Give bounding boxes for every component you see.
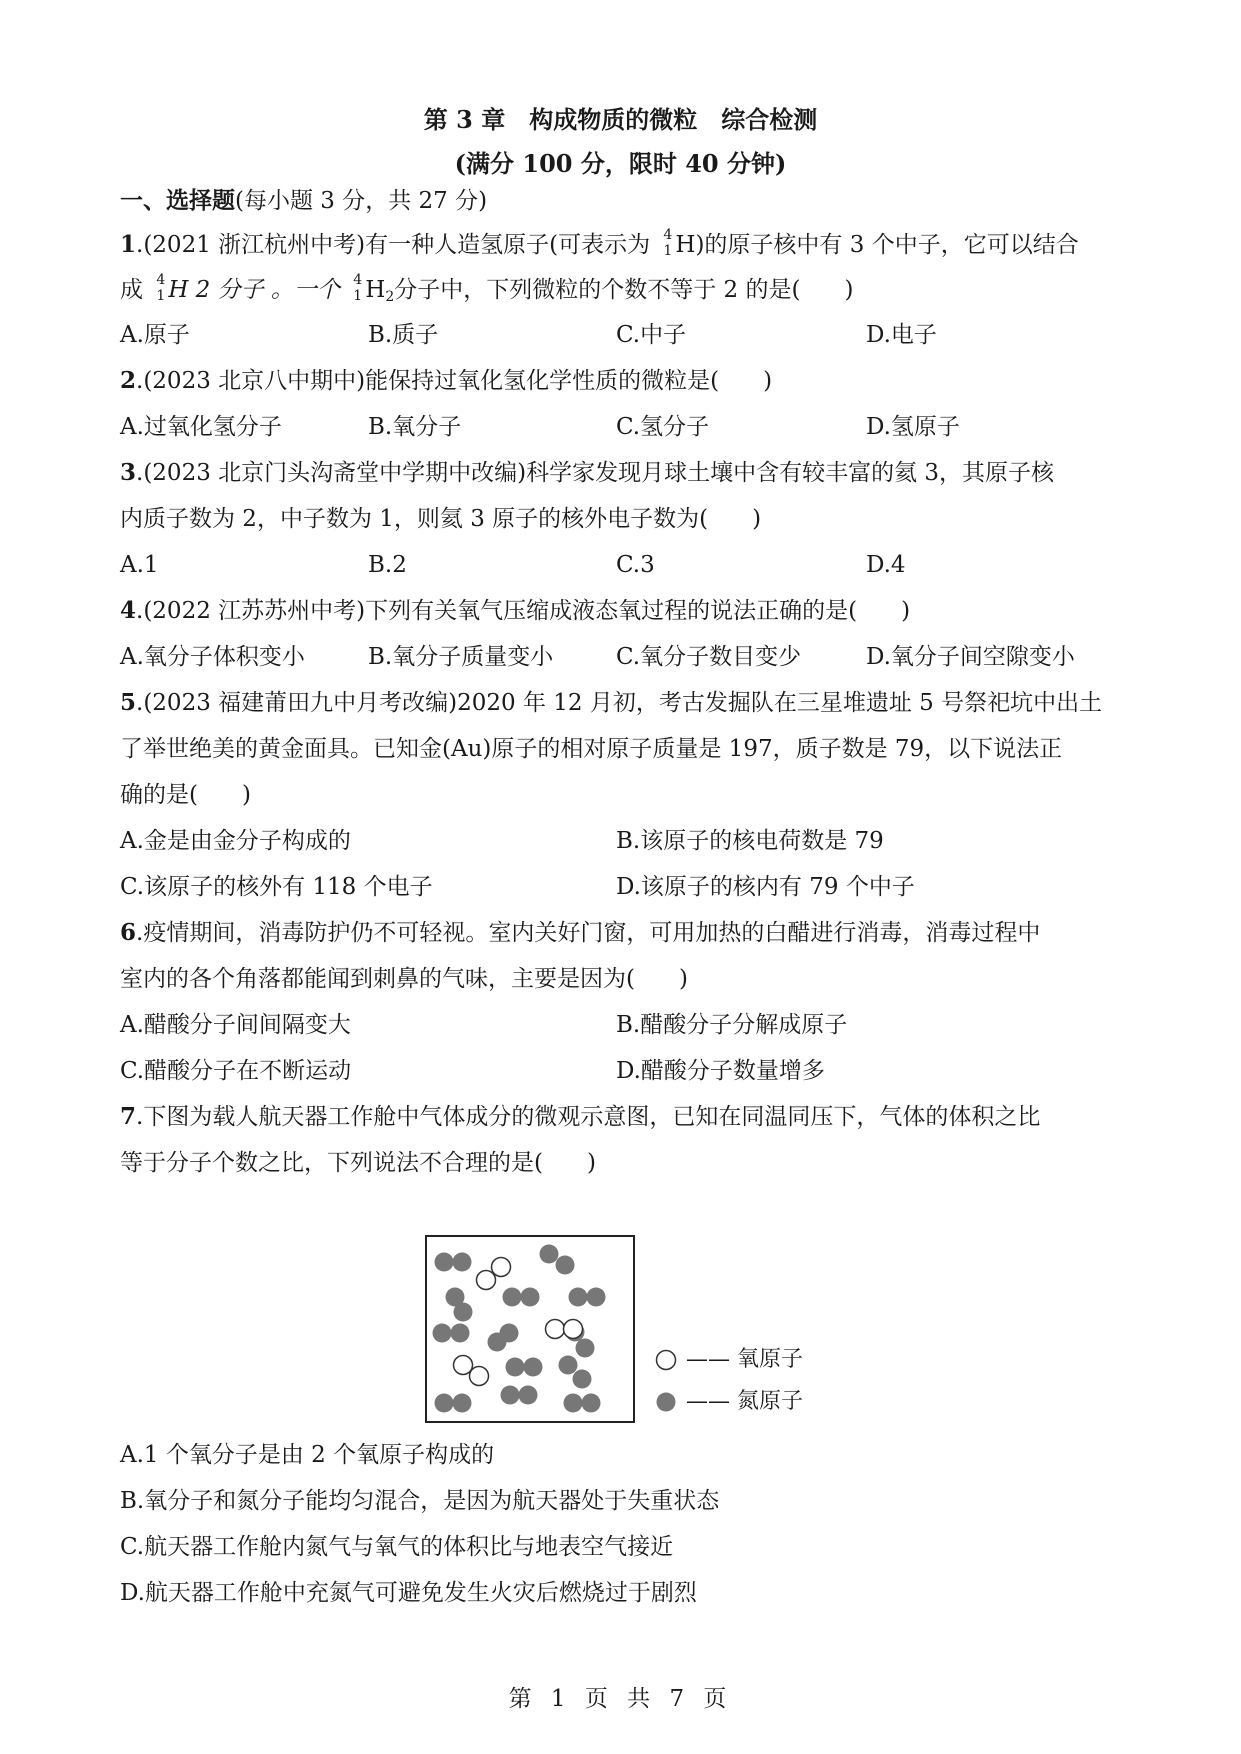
q3-number: 3 [120,459,137,486]
q5-text-3: 确的是( [120,782,198,808]
q2-close-paren: ) [763,368,773,394]
q1-option-c: C.中子 [616,322,687,348]
section-note: (每小题 3 分，共 27 分) [235,188,488,214]
q3-option-b: B.2 [368,552,407,578]
q1-number: 1 [120,231,137,258]
q5-option-d: D.该原子的核内有 79 个中子 [616,874,915,900]
q4-close-paren: ) [901,598,911,624]
q7-text-2: 等于分子个数之比，下列说法不合理的是( [120,1150,543,1176]
q4-option-c: C.氧分子数目变少 [616,644,802,670]
q6-close-paren: ) [678,966,688,992]
q1-option-a: A.原子 [120,322,190,348]
oxygen-legend-icon [654,1348,678,1372]
q5-text-1: .(2023 福建莆田九中月考改编)2020 年 12 月初，考古发掘队在三星堆遗址 5 号祭祀坑中出土 [136,690,1103,716]
q5-option-a: A.金是由金分子构成的 [120,828,351,854]
q5-number: 5 [120,689,137,716]
q7-number: 7 [120,1103,137,1130]
q3-option-a: A.1 [120,552,159,578]
q2-option-a: A.过氧化氢分子 [120,414,282,440]
q2-number: 2 [120,367,137,394]
q2-line1 [120,366,772,396]
q7-option-a: A.1 个氧分子是由 2 个氧原子构成的 [120,1442,495,1468]
nitrogen-legend-icon [654,1390,678,1414]
q1-h: H [365,277,386,303]
q4-line1 [120,596,910,626]
isotope-number: 1 [156,288,166,304]
q4-option-d: D.氧分子间空隙变小 [866,644,1075,670]
q3-option-d: D.4 [866,552,906,578]
q7-line1 [120,1102,1040,1132]
q4-option-b: B.氧分子质量变小 [368,644,554,670]
q3-close-paren: ) [752,506,762,532]
q6-line1 [120,918,1040,948]
q1-isotope-3 [347,272,365,305]
q1-text-italic: H 2 分子 。一个 [168,277,348,303]
isotope-mass: 4 [156,272,166,288]
q1-h-subscript: 2 [385,289,395,305]
nitrogen-legend-label: —— 氮原子 [686,1389,803,1414]
q2-option-d: D.氢原子 [866,414,960,440]
q1-line2 [120,272,854,312]
molecule-diagram [425,1235,635,1423]
q6-number: 6 [120,919,137,946]
q1-isotope [657,227,675,260]
q7-text-1: .下图为载人航天器工作舱中气体成分的微观示意图，已知在同温同压下，气体的体积之比 [136,1104,1041,1130]
q5-line3 [120,780,251,810]
q1-text-d: 分子中，下列微粒的个数不等于 2 的是( [394,277,801,303]
q1-close-paren: ) [844,277,854,303]
q1-text-c: 成 [120,277,151,303]
isotope-number: 1 [663,243,673,259]
q4-number: 4 [120,597,137,624]
q4-option-a: A.氧分子体积变小 [120,644,305,670]
q3-line1 [120,458,1054,488]
q3-text-1: .(2023 北京门头沟斋堂中学期中改编)科学家发现月球土壤中含有较丰富的氦 3，其原子核 [136,460,1055,486]
q7-option-c: C.航天器工作舱内氮气与氧气的体积比与地表空气接近 [120,1534,674,1560]
q5-option-b: B.该原子的核电荷数是 79 [616,828,884,854]
q1-line1 [120,227,1079,260]
oxygen-legend-label: —— 氧原子 [686,1347,803,1372]
q7-close-paren: ) [586,1150,596,1176]
q5-line1 [120,688,1102,718]
q3-option-c: C.3 [616,552,655,578]
isotope-number: 1 [353,288,363,304]
q5-close-paren: ) [241,782,251,808]
q7-line2 [120,1148,596,1178]
q6-option-d: D.醋酸分子数量增多 [616,1058,825,1084]
q1-text-a: .(2021 浙江杭州中考)有一种人造氢原子(可表示为 [136,232,658,258]
q6-option-c: C.醋酸分子在不断运动 [120,1058,352,1084]
q1-isotope-2 [150,272,168,305]
q2-option-b: B.氧分子 [368,414,462,440]
q4-text: .(2022 江苏苏州中考)下列有关氧气压缩成液态氧过程的说法正确的是( [136,598,858,624]
q1-option-d: D.电子 [866,322,937,348]
page-subtitle: (满分 100 分，限时 40 分钟) [454,149,787,178]
section-heading [120,186,487,216]
q3-text-2: 内质子数为 2，中子数为 1，则氦 3 原子的核外电子数为( [120,506,709,532]
q7-option-b: B.氧分子和氮分子能均匀混合，是因为航天器处于失重状态 [120,1488,720,1514]
q1-option-b: B.质子 [368,322,439,348]
q1-text-b: H)的原子核中有 3 个中子，它可以结合 [675,232,1079,258]
page-footer: 第 1 页 共 7 页 [508,1686,733,1712]
q6-option-a: A.醋酸分子间间隔变大 [120,1012,351,1038]
q6-line2 [120,964,688,994]
q3-line2 [120,504,761,534]
q2-option-c: C.氢分子 [616,414,710,440]
q6-text-2: 室内的各个角落都能闻到刺鼻的气味，主要是因为( [120,966,635,992]
isotope-mass: 4 [663,227,673,243]
section-title: 一、选择题 [120,187,235,214]
isotope-mass: 4 [353,272,363,288]
q7-option-d: D.航天器工作舱中充氮气可避免发生火灾后燃烧过于剧烈 [120,1580,697,1606]
q6-option-b: B.醋酸分子分解成原子 [616,1012,848,1038]
page-title: 第 3 章 构成物质的微粒 综合检测 [423,105,818,134]
q5-option-c: C.该原子的核外有 118 个电子 [120,874,433,900]
q5-line2: 了举世绝美的黄金面具。已知金(Au)原子的相对原子质量是 197，质子数是 79，以下说法正 [120,736,1063,762]
q2-text: .(2023 北京八中期中)能保持过氧化氢化学性质的微粒是( [136,368,720,394]
q6-text-1: .疫情期间，消毒防护仍不可轻视。室内关好门窗，可用加热的白醋进行消毒，消毒过程中 [136,920,1041,946]
